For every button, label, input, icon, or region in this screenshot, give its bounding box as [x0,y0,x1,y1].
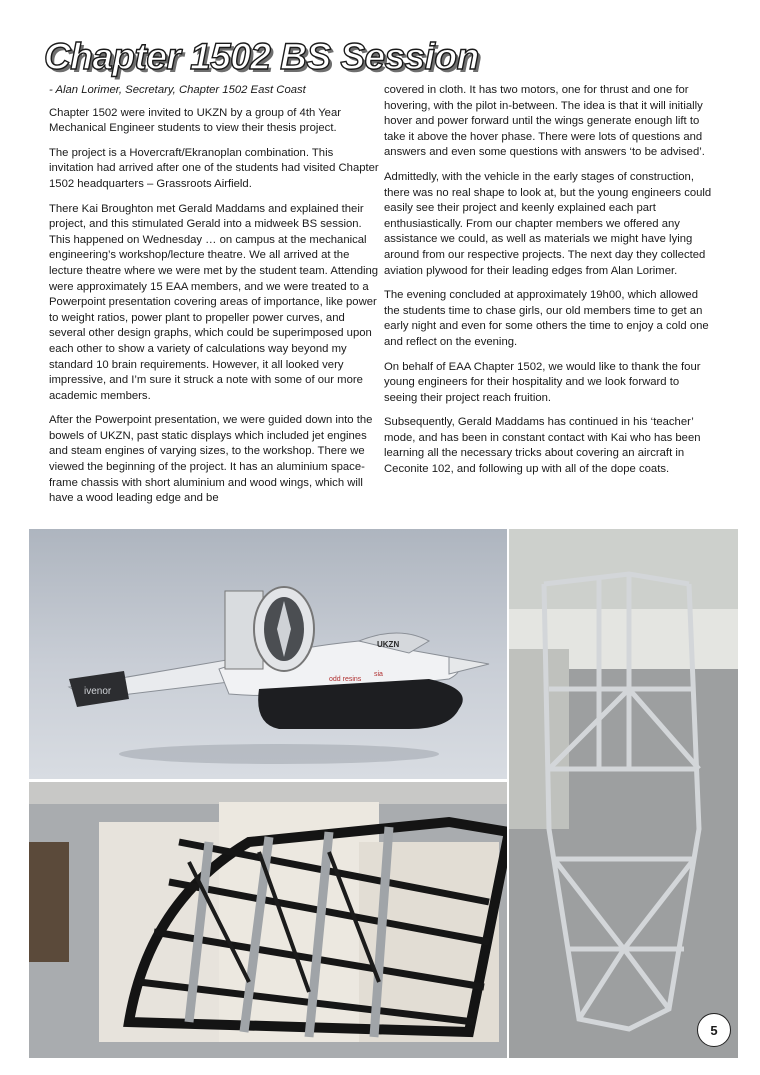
render-tail-mark: UKZN [377,640,400,649]
render-hull-logo-2: sia [374,671,383,678]
article-paragraph: covered in cloth. It has two motors, one for thrust and one for hovering, with the pilot in-between. The idea is that it will initially hover and power forward until the wings generate enough lift to take it above the hover phase. There were lots of questions and answers and even some questions with answers ‘to be advised’. [384,84,705,159]
hovercraft-render-photo [29,529,507,779]
article-paragraph: Chapter 1502 were invited to UKZN by a group of 4th Year Mechanical Engineer students to view their thesis project. [49,106,342,135]
article-paragraph: On behalf of EAA Chapter 1502, we would like to thank the four young engineers for their hospitality and we look forward to seeing their project reach fruition. [384,360,701,404]
wing-ribs-illustration [29,782,507,1058]
article-paragraph: There Kai Broughton met Gerald Maddams and explained their project, and this stimulated Gerald into a midweek BS session. This happened on Wednesday … on campus at the mechanical engineering’s workshop/lecture theatre. We all arrived at the lecture theatre where we were met by the student team. Attending were approximately 15 EAA members, and we were treated to a Powerpoint presentation covering areas of importance, like power to weight ratios, power plant to propeller power curves, and several other design graphs, which could be superimposed upon each other to show a variety of calculations way beyond my standard 10 brain requirements. However, it all looked very impressive, and I’m sure it struck a note with some of our more academic members. [49,202,379,402]
chassis-frame-illustration [509,529,738,1058]
article-column-left [49,83,379,516]
article-paragraph: Admittedly, with the vehicle in the early stages of construction, there was no real shape to look at, but the young engineers could easily see their project and keenly explained each part enthusiastically. From our chapter members we offered any assistance we could, as well as materials we might have lying around from our respective projects. The next day they collected aviation plywood for their leading edges from Alan Lorimer. [384,170,712,277]
article-paragraph: After the Powerpoint presentation, we were guided down into the bowels of UKZN, past static displays which included jet engines and steam engines of varying sizes, to the workshop. There we viewed the beginning of the project. It has an aluminium space-frame chassis with short aluminium and wood wings, which will have a wood leading edge and be [49,414,373,505]
article-column-right [384,83,714,487]
article-paragraph: The evening concluded at approximately 19h00, which allowed the students time to chase girls, our old members time to get an early night and even for some others the time to enjoy a cold one and reflect on the evening. [384,289,709,348]
render-hull-logo-1: odd resins [329,676,362,683]
render-side-logo: ivenor [84,686,112,697]
wing-ribs-photo [29,782,507,1058]
hovercraft-illustration [29,529,507,779]
page-number: 5 [697,1013,731,1047]
article-paragraph: Subsequently, Gerald Maddams has continued in his ‘teacher’ mode, and has been in constant contact with Kai who has been learning all the necessary tricks about covering an aircraft in Ceconite 102, and following up with all of the dope coats. [384,416,701,476]
chassis-frame-photo [509,529,738,1058]
article-title: Chapter 1502 BS Session [44,36,479,77]
article-byline: - Alan Lorimer, Secretary, Chapter 1502 East Coast [49,84,306,96]
article-paragraph: The project is a Hovercraft/Ekranoplan combination. This invitation had arrived after one of the students had visited Chapter 1502 headquarters – Grassroots Airfield. [49,146,379,190]
